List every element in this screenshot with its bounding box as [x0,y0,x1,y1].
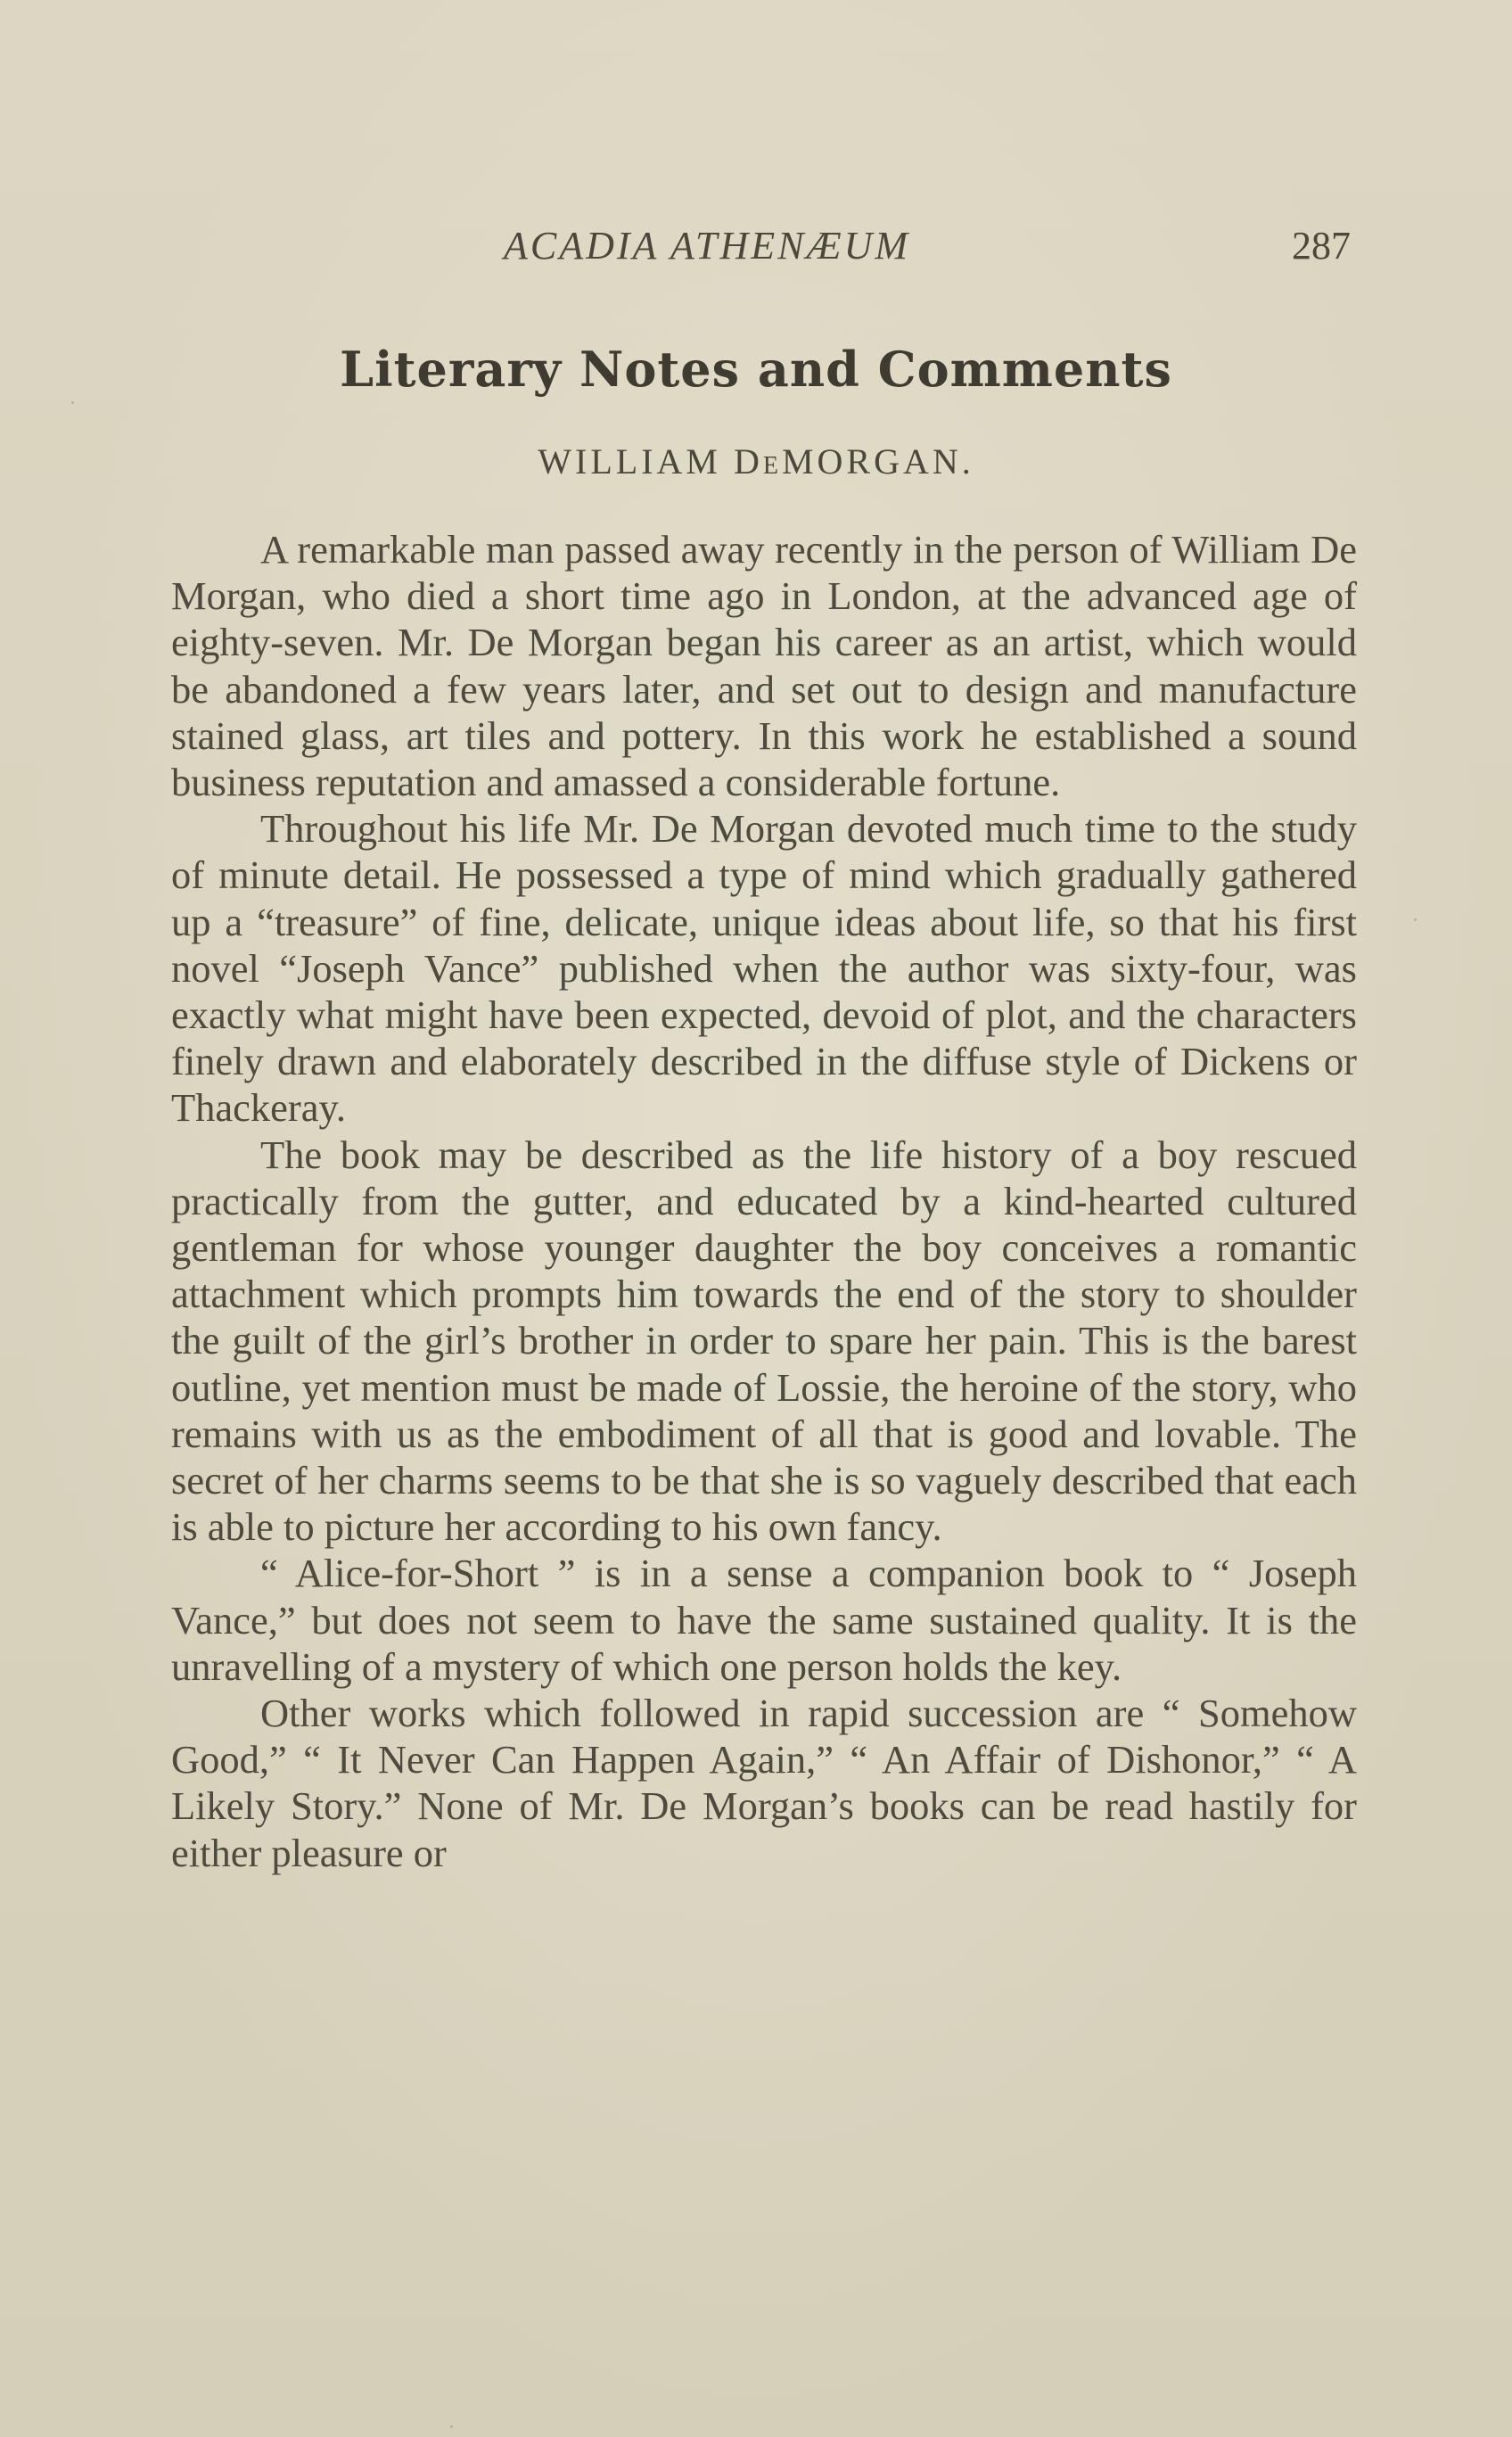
paper-speck [450,2425,453,2428]
running-head [504,223,1351,276]
paragraph: “ Alice-for-Short ” is in a sense a companion book to “ Joseph Vance,” but does not seem to have the same sustained quality. It is the unravelling of a mystery of which one person holds the key. [171,1551,1357,1689]
page-number: 287 [1292,224,1351,268]
paragraph: Other works which followed in rapid succession are “ Somehow Good,” “ It Never Can Happen Again,” “ An Affair of Dishonor,” “ A Likely Story.” None of Mr. De Morgan’s books can be read hastily for either pleasure or [171,1691,1357,1875]
journal-title: ACADIA ATHENÆUM [504,224,911,268]
article-title: WILLIAM DeMORGAN. [538,441,974,482]
paper-speck [71,401,74,404]
section-heading: Literary Notes and Comments [340,341,1172,398]
paragraph: Throughout his life Mr. De Morgan devoted much time to the study of minute detail. He possessed a type of mind which gradually gathered up a “treasure” of fine, delicate, unique ideas about life, so that his first novel “Joseph Vance” published when the author was sixty-four, was exactly what might have been expected, devoid of plot, and the characters finely drawn and elaborately described in the diffuse style of Dickens or Thackeray. [171,806,1357,1131]
paper-speck [1414,918,1417,921]
article-body [171,526,1357,1876]
paragraph: A remarkable man passed away recently in the person of William De Morgan, who died a short time ago in London, at the advanced age of eighty-seven. Mr. De Morgan began his career as an artist, which would be abandoned a few years later, and set out to design and manufacture stained glass, art tiles and pottery. In this work he established a sound business reputation and amassed a considerable fortune. [171,527,1357,805]
paragraph: The book may be described as the life history of a boy rescued practically from the gutter, and educated by a kind-hearted cultured gentleman for whose younger daughter the boy conceives a romantic attachment which prompts him towards the end of the story to shoulder the guilt of the girl’s brother in order to spare her pain. This is the barest outline, yet mention must be made of Lossie, the heroine of the story, who remains with us as the embodiment of all that is good and lovable. The secret of her charms seems to be that she is so vaguely described that each is able to picture her according to his own fancy. [171,1132,1357,1550]
